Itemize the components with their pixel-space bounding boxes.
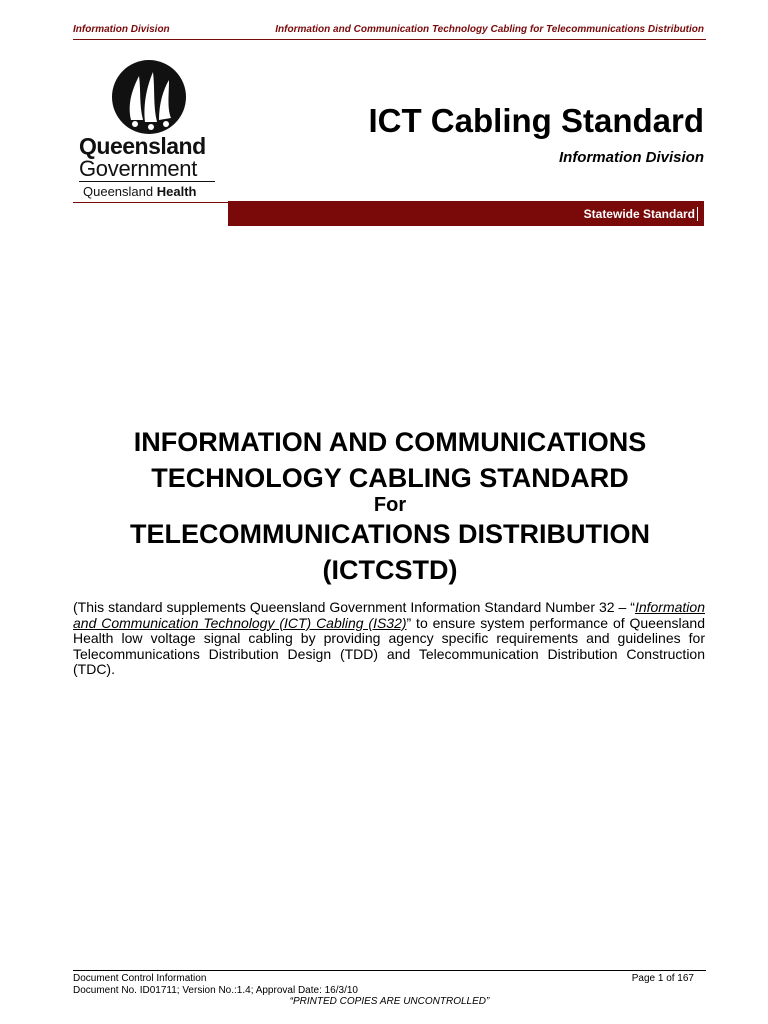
main-title-for: For xyxy=(373,494,407,516)
main-title-line1: INFORMATION AND COMMUNICATIONS xyxy=(133,427,647,457)
is32-reference-link[interactable]: Information and Communication Technology (ICT) Cabling (IS32) xyxy=(73,599,705,631)
footer-doc-info: Document No. ID01711; Version No.:1.4; Approval Date: 16/3/10 xyxy=(73,985,358,996)
main-title-line2: TECHNOLOGY CABLING STANDARD xyxy=(151,463,629,493)
footer-page-number: Page 1 of 167 xyxy=(631,973,694,984)
footer-control-info: Document Control Information xyxy=(73,973,207,984)
statewide-standard-label: Statewide Standard xyxy=(583,207,695,221)
page-footer xyxy=(73,970,706,1007)
running-header xyxy=(73,24,706,40)
logo-queensland: Queensland xyxy=(79,133,206,159)
document-title: ICT Cabling Standard xyxy=(368,102,704,139)
logo-queensland-health: Queensland Health xyxy=(83,184,197,199)
header-divider xyxy=(73,202,228,203)
intro-paragraph: (This standard supplements Queensland Government Information Standard Number 32 – “Information and Communication Technology (ICT) Cabling (IS32)” to ensure system performance of Queensland Health low voltage signal cabling by providing agency specific requirements and guidelines for Telecommunications Distribution Design (TDD) and Telecommunication Distribution Construction (TDC). xyxy=(73,599,705,677)
logo-government: Government xyxy=(79,156,198,181)
main-title-line4: (ICTCSTD) xyxy=(322,555,458,585)
document-division: Information Division xyxy=(558,149,704,166)
queensland-crest-icon xyxy=(109,58,189,136)
running-header-left: Information Division xyxy=(73,24,170,35)
logo-divider xyxy=(79,181,215,182)
queensland-government-logo xyxy=(73,58,225,204)
statewide-standard-bar xyxy=(228,201,704,226)
footer-printed-notice: “PRINTED COPIES ARE UNCONTROLLED” xyxy=(289,996,490,1007)
main-title-line3: TELECOMMUNICATIONS DISTRIBUTION xyxy=(130,519,650,549)
running-header-right: Information and Communication Technology Cabling for Telecommunications Distribution xyxy=(275,24,704,35)
